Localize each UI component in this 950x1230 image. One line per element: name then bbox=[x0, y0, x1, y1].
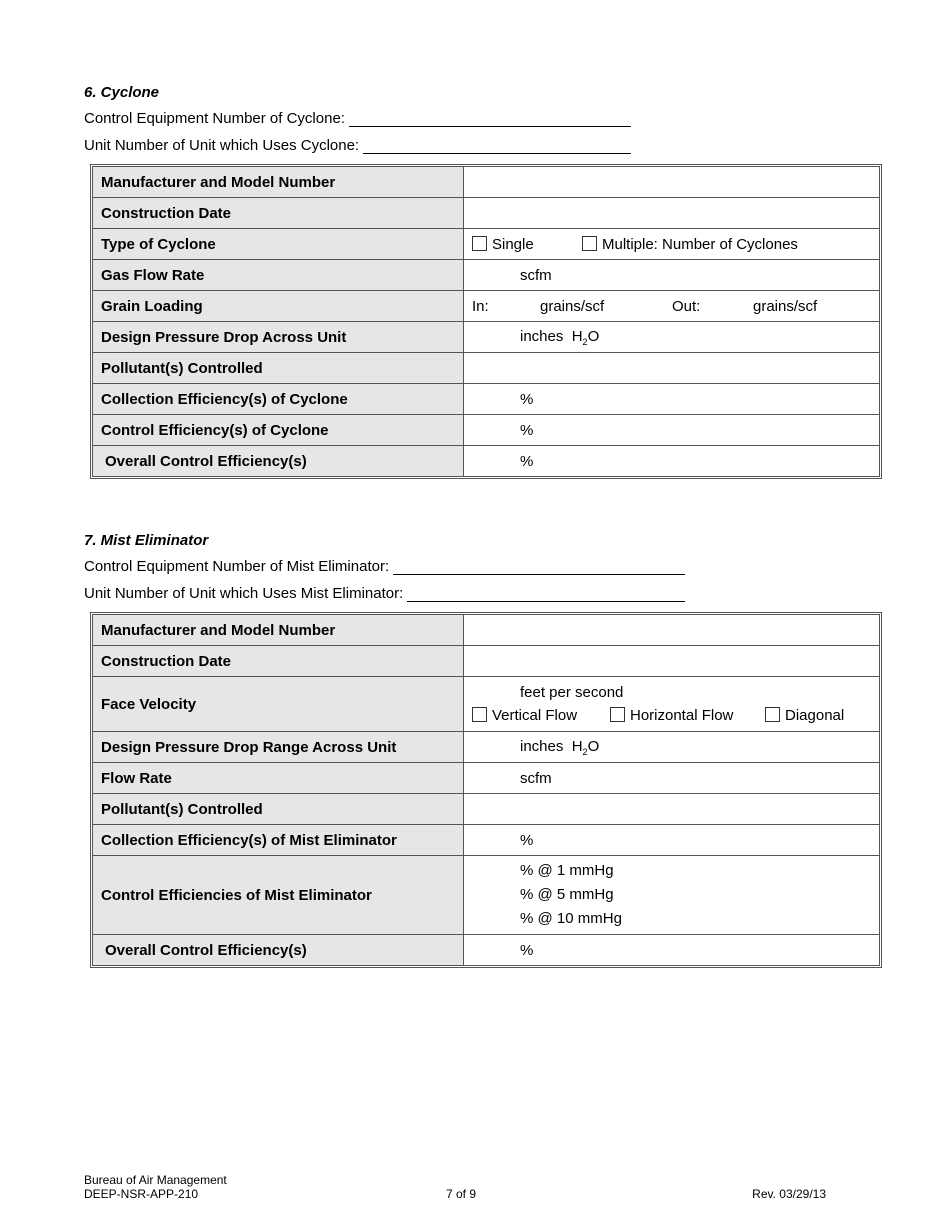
pressure-drop-unit: inches $H_2O$ bbox=[520, 327, 600, 347]
footer-page-number: 7 of 9 bbox=[446, 1187, 477, 1201]
cyclone-unit-number-input[interactable] bbox=[363, 139, 631, 154]
cyclone-type-value bbox=[464, 229, 879, 260]
pollutants-label: Pollutant(s) Controlled bbox=[93, 353, 464, 384]
face-velocity-label: Face Velocity bbox=[93, 677, 464, 732]
overall-efficiency-label: Overall Control Efficiency(s) bbox=[93, 446, 464, 476]
horizontal-flow-checkbox[interactable] bbox=[610, 707, 625, 722]
manufacturer-label: Manufacturer and Model Number bbox=[93, 167, 464, 198]
construction-date-value[interactable] bbox=[464, 198, 879, 229]
collection-efficiency-value[interactable] bbox=[464, 825, 879, 856]
cyclone-control-equipment-field bbox=[84, 110, 631, 127]
cyclone-type-label: Type of Cyclone bbox=[93, 229, 464, 260]
multiple-checkbox[interactable] bbox=[582, 236, 597, 251]
overall-efficiency-value[interactable] bbox=[464, 935, 879, 965]
percent-unit: % bbox=[520, 421, 534, 439]
footer-form-id: DEEP-NSR-APP-210 bbox=[84, 1187, 199, 1201]
page-footer bbox=[84, 1173, 826, 1201]
single-label: Single bbox=[492, 235, 534, 253]
cyclone-unit-number-field bbox=[84, 137, 631, 154]
manufacturer-label: Manufacturer and Model Number bbox=[93, 615, 464, 646]
pollutants-value[interactable] bbox=[464, 794, 879, 825]
vertical-flow-option[interactable] bbox=[472, 704, 610, 727]
manufacturer-value[interactable] bbox=[464, 167, 879, 198]
cyclone-section-title: 6. Cyclone bbox=[84, 84, 160, 101]
construction-date-label: Construction Date bbox=[93, 646, 464, 677]
cyclone-unit-number-label: Unit Number of Unit which Uses Cyclone: bbox=[84, 137, 360, 154]
mist-control-equipment-label: Control Equipment Number of Mist Eliminator: bbox=[84, 558, 390, 575]
manufacturer-value[interactable] bbox=[464, 615, 879, 646]
grain-loading-value[interactable] bbox=[464, 291, 879, 322]
percent-unit: % bbox=[520, 390, 534, 408]
control-10mmhg: % @ 10 mmHg bbox=[520, 910, 622, 927]
construction-date-label: Construction Date bbox=[93, 198, 464, 229]
single-checkbox[interactable] bbox=[472, 236, 487, 251]
table-row bbox=[93, 353, 879, 384]
control-efficiencies-label: Control Efficiencies of Mist Eliminator bbox=[93, 856, 464, 935]
multiple-label: Multiple: Number of Cyclones bbox=[602, 235, 798, 253]
table-row bbox=[93, 825, 879, 856]
table-row bbox=[93, 763, 879, 794]
table-row bbox=[93, 291, 879, 322]
percent-unit: % bbox=[520, 452, 534, 470]
grain-in-label: In: bbox=[472, 297, 489, 315]
cyclone-table bbox=[90, 164, 882, 479]
grain-out-label: Out: bbox=[672, 297, 701, 315]
gas-flow-rate-value[interactable] bbox=[464, 260, 879, 291]
pressure-drop-unit: inches $H_2O$ bbox=[520, 737, 600, 757]
mist-unit-number-field bbox=[84, 585, 685, 602]
diagonal-checkbox[interactable] bbox=[765, 707, 780, 722]
table-row bbox=[93, 384, 879, 415]
table-row bbox=[93, 322, 879, 353]
footer-revision: Rev. 03/29/13 bbox=[752, 1187, 826, 1201]
grain-in-unit: grains/scf bbox=[540, 297, 605, 315]
percent-unit: % bbox=[520, 831, 534, 849]
control-efficiencies-value[interactable] bbox=[464, 856, 879, 935]
pressure-drop-value[interactable] bbox=[464, 322, 879, 353]
single-option[interactable] bbox=[472, 236, 582, 253]
table-row bbox=[93, 732, 879, 763]
pressure-drop-label: Design Pressure Drop Across Unit bbox=[93, 322, 464, 353]
cyclone-control-equipment-input[interactable] bbox=[349, 112, 631, 127]
mist-unit-number-input[interactable] bbox=[407, 587, 685, 602]
table-row bbox=[93, 260, 879, 291]
table-row bbox=[93, 646, 879, 677]
gas-flow-rate-label: Gas Flow Rate bbox=[93, 260, 464, 291]
cyclone-control-equipment-label: Control Equipment Number of Cyclone: bbox=[84, 110, 345, 127]
pollutants-label: Pollutant(s) Controlled bbox=[93, 794, 464, 825]
mist-section-title: 7. Mist Eliminator bbox=[84, 532, 209, 549]
face-velocity-value bbox=[464, 677, 879, 732]
gas-flow-unit: scfm bbox=[520, 266, 552, 284]
mist-control-equipment-field bbox=[84, 558, 685, 575]
vertical-flow-checkbox[interactable] bbox=[472, 707, 487, 722]
flow-direction-options bbox=[472, 704, 871, 727]
pollutants-value[interactable] bbox=[464, 353, 879, 384]
pressure-drop-range-value[interactable] bbox=[464, 732, 879, 763]
diagonal-label: Diagonal bbox=[785, 707, 845, 724]
flow-rate-label: Flow Rate bbox=[93, 763, 464, 794]
overall-efficiency-label: Overall Control Efficiency(s) bbox=[93, 935, 464, 965]
control-efficiency-label: Control Efficiency(s) of Cyclone bbox=[93, 415, 464, 446]
table-row bbox=[93, 167, 879, 198]
mist-table bbox=[90, 612, 882, 968]
mist-control-equipment-input[interactable] bbox=[393, 560, 685, 575]
horizontal-flow-option[interactable] bbox=[610, 704, 765, 727]
grain-out-unit: grains/scf bbox=[753, 297, 818, 315]
table-row bbox=[93, 615, 879, 646]
construction-date-value[interactable] bbox=[464, 646, 879, 677]
table-row bbox=[93, 856, 879, 935]
table-row bbox=[93, 446, 879, 476]
table-row bbox=[93, 198, 879, 229]
percent-unit: % bbox=[520, 941, 534, 959]
pressure-drop-range-label: Design Pressure Drop Range Across Unit bbox=[93, 732, 464, 763]
multiple-option[interactable] bbox=[582, 236, 798, 253]
table-row bbox=[93, 794, 879, 825]
collection-efficiency-label: Collection Efficiency(s) of Mist Eliminator bbox=[93, 825, 464, 856]
mist-unit-number-label: Unit Number of Unit which Uses Mist Eliminator: bbox=[84, 585, 404, 602]
overall-efficiency-value[interactable] bbox=[464, 446, 879, 476]
diagonal-option[interactable] bbox=[765, 704, 844, 727]
collection-efficiency-label: Collection Efficiency(s) of Cyclone bbox=[93, 384, 464, 415]
grain-loading-label: Grain Loading bbox=[93, 291, 464, 322]
control-1mmhg: % @ 1 mmHg bbox=[520, 862, 614, 879]
control-5mmhg: % @ 5 mmHg bbox=[520, 886, 614, 903]
table-row bbox=[93, 415, 879, 446]
horizontal-flow-label: Horizontal Flow bbox=[630, 707, 734, 724]
table-row bbox=[93, 935, 879, 965]
table-row bbox=[93, 677, 879, 732]
table-row bbox=[93, 229, 879, 260]
flow-rate-unit: scfm bbox=[520, 769, 552, 787]
collection-efficiency-value[interactable] bbox=[464, 384, 879, 415]
flow-rate-value[interactable] bbox=[464, 763, 879, 794]
face-velocity-unit: feet per second bbox=[520, 684, 624, 701]
control-efficiency-value[interactable] bbox=[464, 415, 879, 446]
vertical-flow-label: Vertical Flow bbox=[492, 707, 578, 724]
footer-bureau: Bureau of Air Management bbox=[84, 1173, 227, 1187]
